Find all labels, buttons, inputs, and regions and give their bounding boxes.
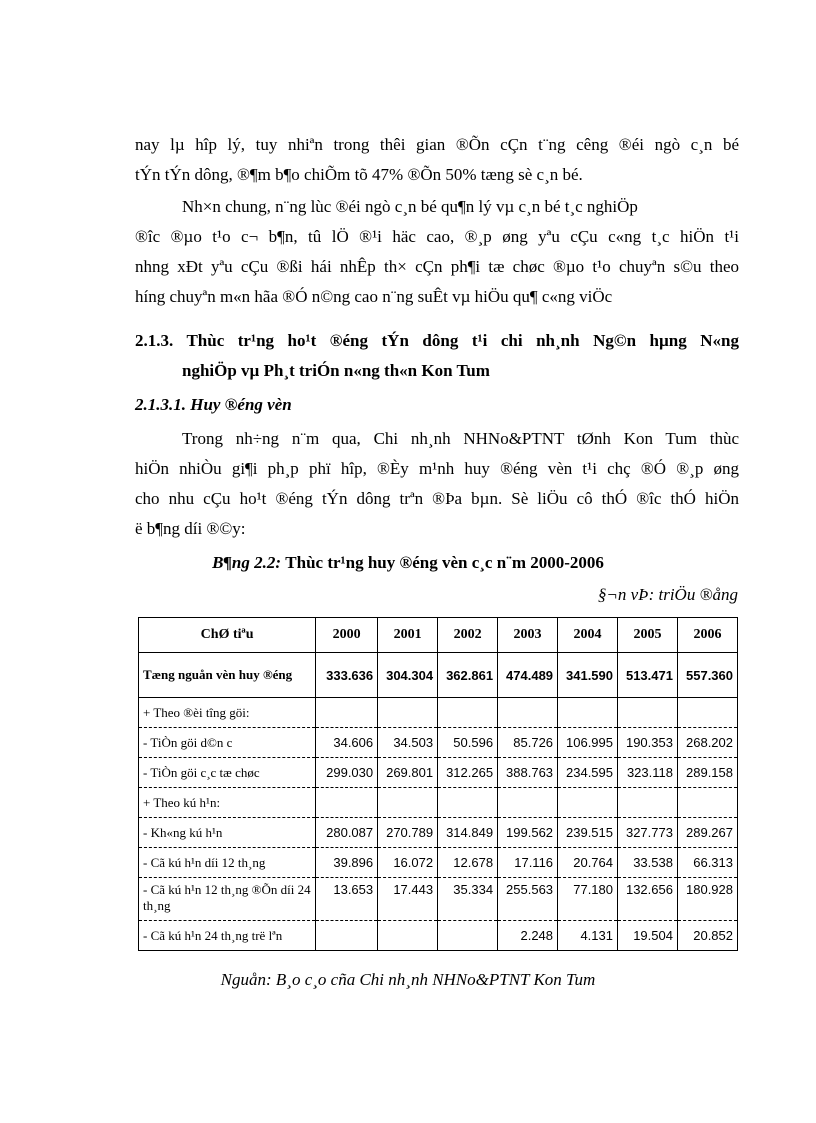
- text-line: híng chuyªn m«n hãa ®Ó n©ng cao n¨ng suÊt vµ hiÖu qu¶ c«ng viÖc: [135, 287, 613, 306]
- value-cell: 270.789: [378, 818, 438, 848]
- header-cell: 2001: [378, 618, 438, 653]
- value-cell: 34.503: [378, 728, 438, 758]
- capital-mobilization-table: [138, 617, 738, 951]
- value-cell: 327.773: [618, 818, 678, 848]
- row-label: - TiÒn göi c¸c tæ chøc: [139, 758, 316, 788]
- row-label: Tæng nguån vèn huy ®éng: [139, 653, 316, 698]
- value-cell: 312.265: [438, 758, 498, 788]
- table-row: [139, 788, 738, 818]
- row-label: - Cã kú h¹n 24 th¸ng trë lªn: [139, 921, 316, 951]
- value-cell: 20.852: [677, 921, 737, 951]
- value-cell: [316, 698, 378, 728]
- value-cell: 323.118: [618, 758, 678, 788]
- value-cell: [498, 788, 558, 818]
- text-line: hiÖn nhiÒu gi¶i ph¸p phï hîp, ®Èy m¹nh huy ®éng vèn t¹i chç ®Ó ®¸p øng: [135, 459, 739, 478]
- value-cell: 13.653: [316, 878, 378, 921]
- text-line: ®îc ®µo t¹o c¬ b¶n, tû lÖ ®¹i häc cao, ®¸p øng yªu cÇu c«ng t¸c hiÖn t¹i: [135, 227, 739, 246]
- header-cell: 2005: [618, 618, 678, 653]
- source-note: Nguån: B¸o c¸o cña Chi nh¸nh NHNo&PTNT Kon Tum: [220, 970, 596, 989]
- table-row: [139, 758, 738, 788]
- value-cell: 39.896: [316, 848, 378, 878]
- value-cell: [378, 921, 438, 951]
- value-cell: 388.763: [498, 758, 558, 788]
- value-cell: 268.202: [677, 728, 737, 758]
- value-cell: 299.030: [316, 758, 378, 788]
- table-header-row: [139, 618, 738, 653]
- table-caption-title: Thùc tr¹ng huy ®éng vèn c¸c n¨m 2000-2006: [285, 553, 604, 572]
- paragraph-staff-ratio: [135, 130, 739, 190]
- header-cell: 2002: [438, 618, 498, 653]
- value-cell: [316, 788, 378, 818]
- value-cell: 341.590: [558, 653, 618, 698]
- value-cell: 34.606: [316, 728, 378, 758]
- table-row: [139, 818, 738, 848]
- header-cell: 2004: [558, 618, 618, 653]
- unit-note: §¬n vÞ: triÖu ®ång: [597, 585, 738, 604]
- value-cell: [438, 788, 498, 818]
- value-cell: [677, 698, 737, 728]
- value-cell: 474.489: [498, 653, 558, 698]
- paragraph-staff-capacity: [135, 192, 739, 312]
- value-cell: 19.504: [618, 921, 678, 951]
- value-cell: 190.353: [618, 728, 678, 758]
- value-cell: [378, 788, 438, 818]
- text-line: Nh×n chung, n¨ng lùc ®éi ngò c¸n bé qu¶n lý vµ c¸n bé t¸c nghiÖp: [182, 197, 638, 216]
- table-row: [139, 653, 738, 698]
- subsection-heading-2-1-3-1: 2.1.3.1. Huy ®éng vèn: [135, 395, 292, 414]
- value-cell: 16.072: [378, 848, 438, 878]
- row-label: - Cã kú h¹n díi 12 th¸ng: [139, 848, 316, 878]
- value-cell: [618, 788, 678, 818]
- value-cell: [378, 698, 438, 728]
- value-cell: 4.131: [558, 921, 618, 951]
- paragraph-mobilization: [135, 424, 739, 544]
- value-cell: [618, 698, 678, 728]
- text-line: nay lµ hîp lý, tuy nhiªn trong thêi gian ®Õn cÇn t¨ng cêng ®éi ngò c¸n bé: [135, 135, 739, 154]
- table-caption: [0, 553, 816, 573]
- table-row: [139, 698, 738, 728]
- table-row: [139, 878, 738, 921]
- value-cell: 17.443: [378, 878, 438, 921]
- header-cell: 2003: [498, 618, 558, 653]
- value-cell: 106.995: [558, 728, 618, 758]
- text-line: cho nhu cÇu ho¹t ®éng tÝn dông trªn ®Þa bµn. Sè liÖu cô thÓ ®îc thÓ hiÖn: [135, 489, 739, 508]
- value-cell: 362.861: [438, 653, 498, 698]
- value-cell: 77.180: [558, 878, 618, 921]
- text-line: nhng xÐt yªu cÇu ®ßi hái nhÊp th× cÇn ph¶i tæ chøc ®µo t¹o chuyªn s©u theo: [135, 257, 739, 276]
- value-cell: 239.515: [558, 818, 618, 848]
- value-cell: [558, 698, 618, 728]
- value-cell: 513.471: [618, 653, 678, 698]
- header-cell: 2000: [316, 618, 378, 653]
- value-cell: 20.764: [558, 848, 618, 878]
- value-cell: 85.726: [498, 728, 558, 758]
- table-row: [139, 921, 738, 951]
- row-label: - Cã kú h¹n 12 th¸ng ®Õn díi 24 th¸ng: [139, 878, 316, 921]
- value-cell: 333.636: [316, 653, 378, 698]
- table-row: [139, 848, 738, 878]
- value-cell: [558, 788, 618, 818]
- header-cell: ChØ tiªu: [139, 618, 316, 653]
- value-cell: 180.928: [677, 878, 737, 921]
- section-heading-2-1-3: [135, 326, 739, 386]
- value-cell: [677, 788, 737, 818]
- row-label: + Theo ®èi tîng göi:: [139, 698, 316, 728]
- value-cell: 66.313: [677, 848, 737, 878]
- value-cell: 132.656: [618, 878, 678, 921]
- value-cell: 234.595: [558, 758, 618, 788]
- value-cell: 557.360: [677, 653, 737, 698]
- value-cell: 289.267: [677, 818, 737, 848]
- value-cell: 35.334: [438, 878, 498, 921]
- value-cell: [438, 698, 498, 728]
- value-cell: 255.563: [498, 878, 558, 921]
- value-cell: [438, 921, 498, 951]
- value-cell: 12.678: [438, 848, 498, 878]
- value-cell: 304.304: [378, 653, 438, 698]
- table-caption-label: B¶ng 2.2:: [212, 553, 282, 572]
- value-cell: 2.248: [498, 921, 558, 951]
- header-cell: 2006: [677, 618, 737, 653]
- value-cell: 314.849: [438, 818, 498, 848]
- heading-line: 2.1.3. Thùc tr¹ng ho¹t ®éng tÝn dông t¹i chi nh¸nh Ng©n hµng N«ng: [135, 331, 739, 350]
- text-line: ë b¶ng díi ®©y:: [135, 519, 246, 538]
- value-cell: 50.596: [438, 728, 498, 758]
- value-cell: 269.801: [378, 758, 438, 788]
- value-cell: 289.158: [677, 758, 737, 788]
- value-cell: [316, 921, 378, 951]
- heading-line: nghiÖp vµ Ph¸t triÓn n«ng th«n Kon Tum: [182, 361, 490, 380]
- row-label: + Theo kú h¹n:: [139, 788, 316, 818]
- value-cell: 199.562: [498, 818, 558, 848]
- text-line: Trong nh÷ng n¨m qua, Chi nh¸nh NHNo&PTNT tØnh Kon Tum thùc: [182, 429, 739, 448]
- row-label: - TiÒn göi d©n c: [139, 728, 316, 758]
- text-line: tÝn tÝn dông, ®¶m b¶o chiÕm tõ 47% ®Õn 50% tæng sè c¸n bé.: [135, 165, 583, 184]
- value-cell: 33.538: [618, 848, 678, 878]
- value-cell: 280.087: [316, 818, 378, 848]
- value-cell: [498, 698, 558, 728]
- table-row: [139, 728, 738, 758]
- value-cell: 17.116: [498, 848, 558, 878]
- row-label: - Kh«ng kú h¹n: [139, 818, 316, 848]
